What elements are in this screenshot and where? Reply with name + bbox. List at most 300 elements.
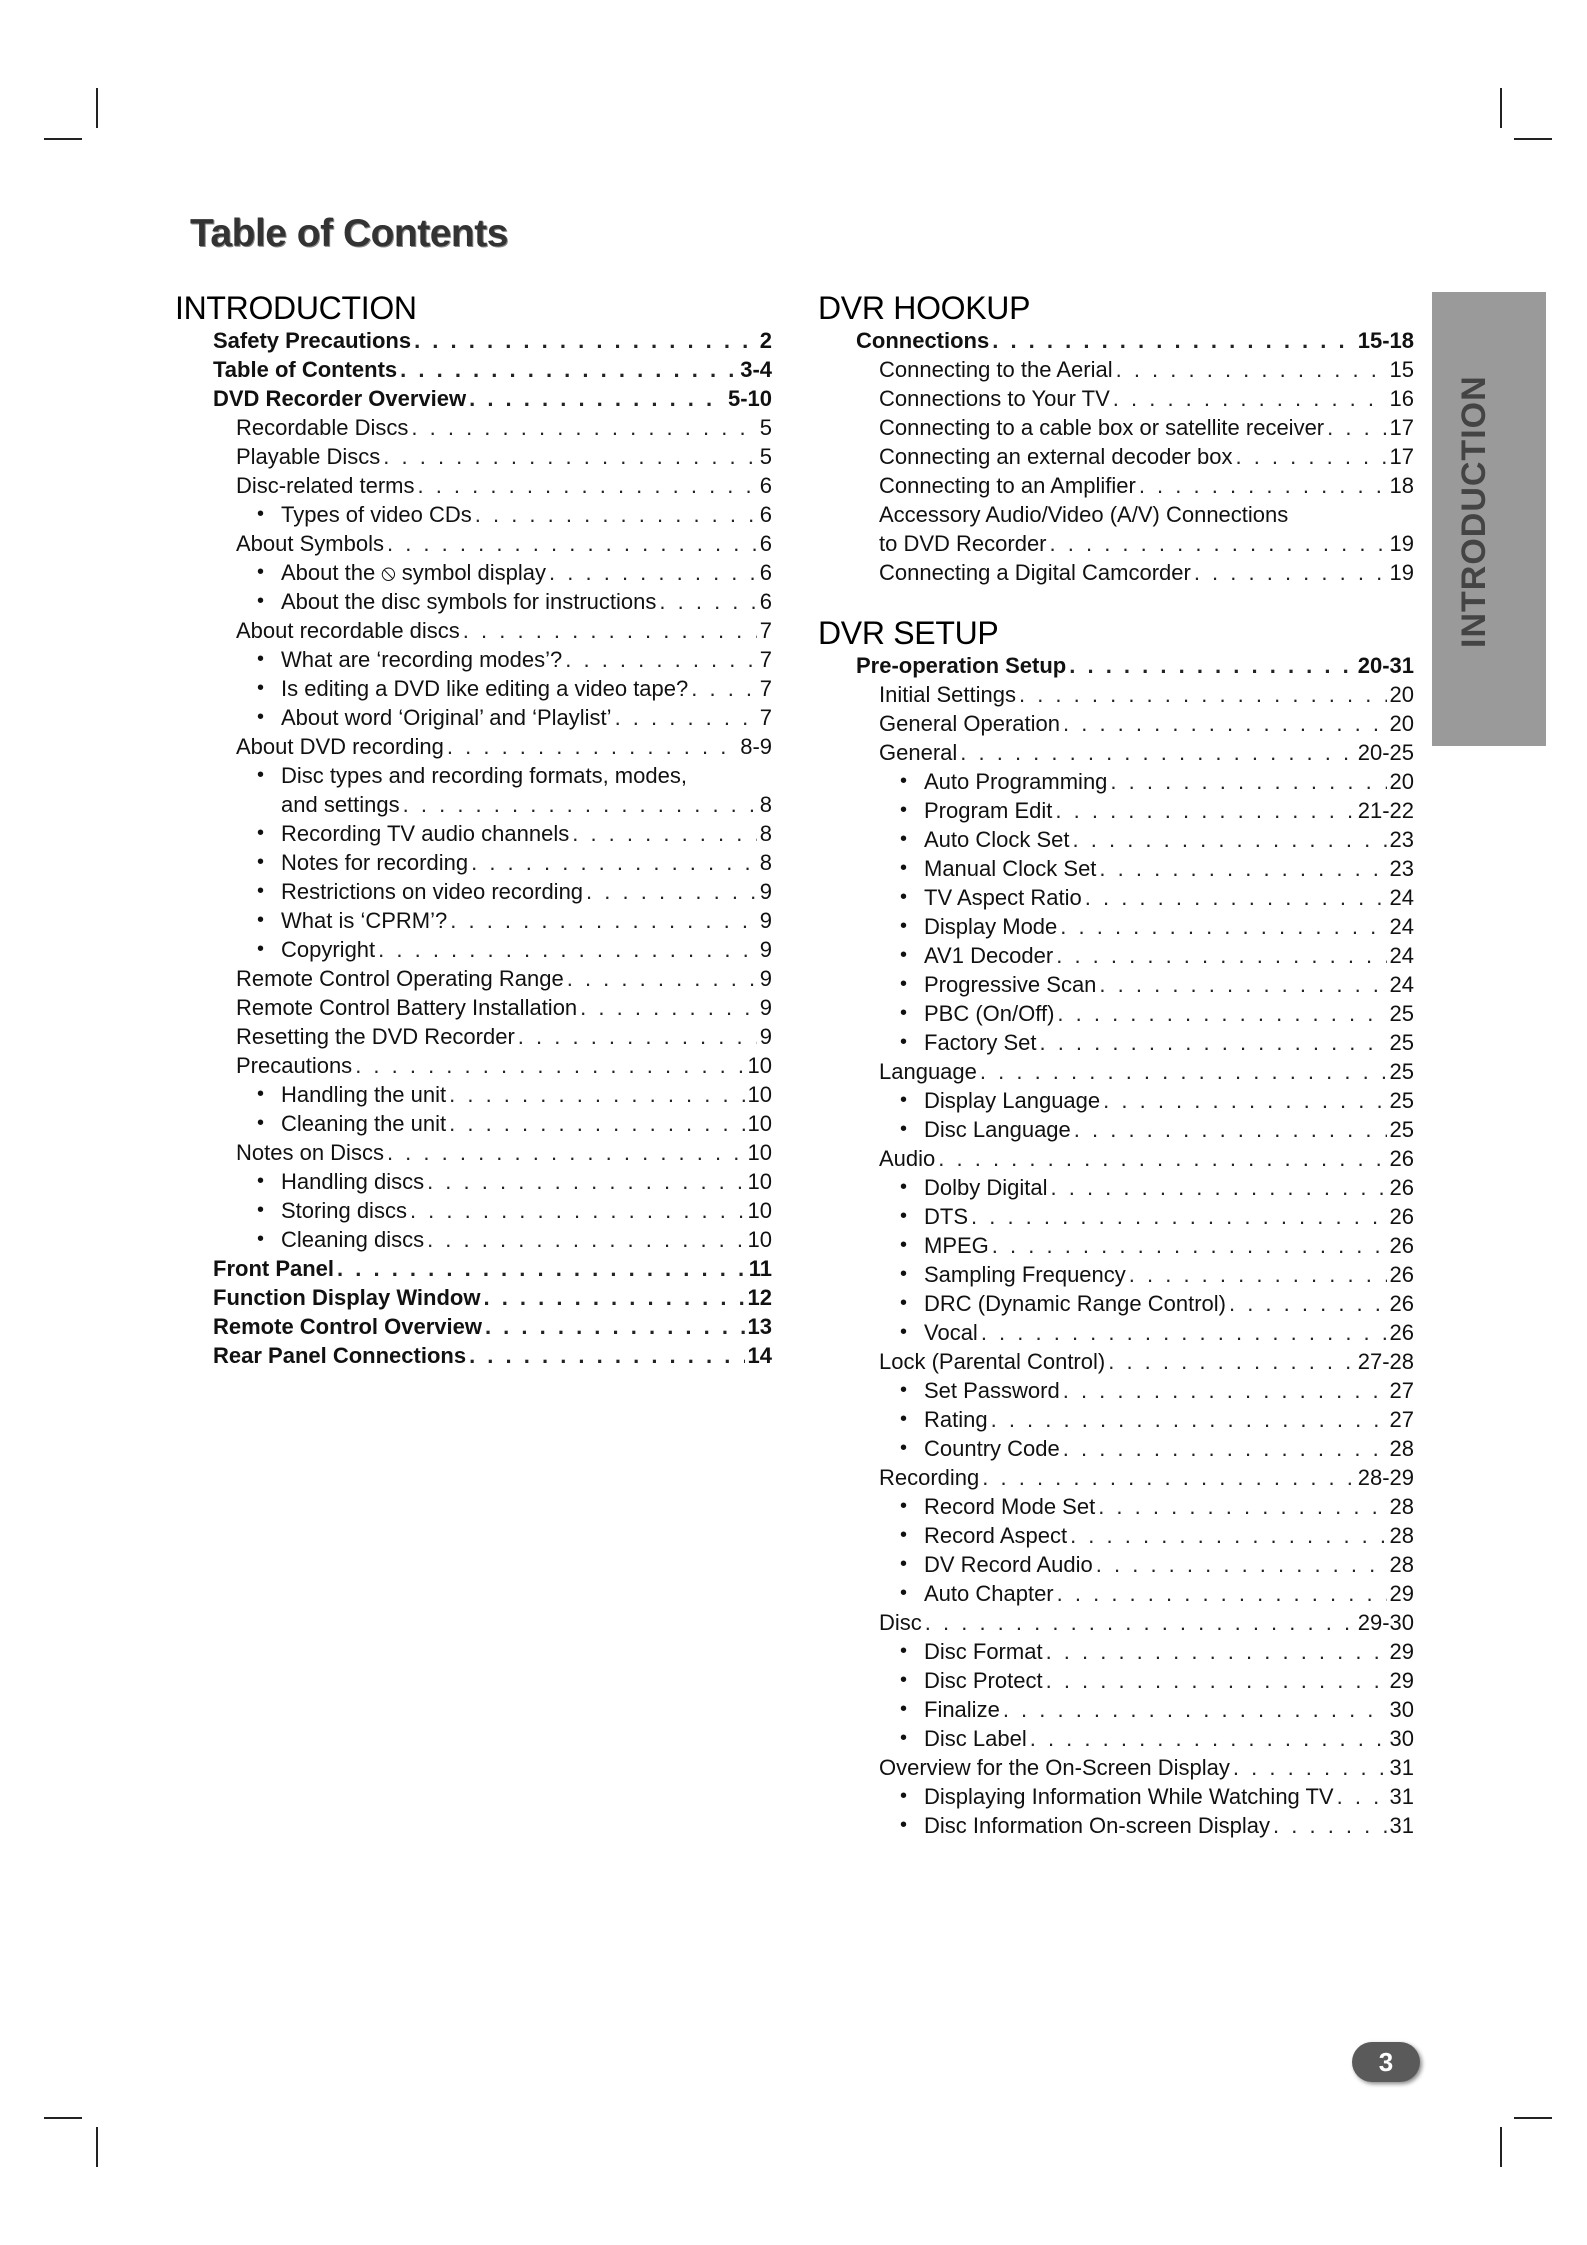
page-number-badge: 3 [1352,2042,1420,2082]
toc-entry-title: Cleaning discs [281,1227,425,1252]
page-title: Table of Contents [190,212,508,255]
dot-leader [971,1202,1387,1231]
bullet-icon: • [900,1321,908,1343]
dot-leader [565,645,757,674]
toc-entry [818,1318,1414,1347]
dot-leader [400,355,737,384]
toc-entry [818,326,1414,355]
toc-entry-title: Storing discs [281,1198,407,1223]
dot-leader [471,848,757,877]
bullet-icon: • [257,706,265,728]
toc-entry-title: Disc Information On-screen Display [924,1813,1271,1838]
toc-entry-title: Disc Label [924,1726,1027,1751]
toc-entry-title: Notes for recording [281,850,469,875]
toc-entry-title: Disc-related terms [236,473,415,498]
bullet-icon: • [900,1031,908,1053]
dot-leader [1019,680,1387,709]
dot-leader [615,703,757,732]
toc-entry-page: 26 [1389,1291,1414,1316]
bullet-icon: • [900,1263,908,1285]
dot-leader [982,1463,1354,1492]
toc-entry-page: 5-10 [727,386,772,411]
toc-entry-page: 28 [1389,1494,1414,1519]
toc-entry [175,877,772,906]
toc-entry-page: 20-25 [1357,740,1414,765]
toc-entry [818,1724,1414,1753]
crop-mark [96,2127,98,2167]
bullet-icon: • [257,561,265,583]
right-column [818,290,1414,1840]
toc-entry [818,1492,1414,1521]
dot-leader [1046,1666,1387,1695]
dot-leader [337,1254,746,1283]
bullet-icon: • [900,770,908,792]
bullet-icon: • [900,1669,908,1691]
toc-entry [175,500,772,529]
toc-entry-page: 26 [1389,1320,1414,1345]
toc-entry [818,1086,1414,1115]
toc-entry-page: 23 [1389,856,1414,881]
toc-entry-page: 30 [1389,1726,1414,1751]
toc-entry-title: About word ‘Original’ and ‘Playlist’ [281,705,612,730]
bullet-icon: • [900,1234,908,1256]
dot-leader [411,413,756,442]
dot-leader [1063,1434,1387,1463]
toc-entry-title: Record Aspect [924,1523,1068,1548]
toc-entry-title: Table of Contents [213,357,398,382]
toc-entry [818,1463,1414,1492]
dot-leader [1070,1521,1386,1550]
toc-entry-page: 8 [759,821,772,846]
toc-entry-page: 10 [747,1082,772,1107]
toc-entry-page: 7 [759,647,772,672]
dot-leader [1046,1637,1387,1666]
bullet-icon: • [900,1176,908,1198]
toc-entry-page: 25 [1389,1030,1414,1055]
toc-entry-title: Factory Set [924,1030,1037,1055]
dot-leader [355,1051,744,1080]
dot-leader [483,1283,744,1312]
toc-entry [818,1811,1414,1840]
toc-entry-page: 20-31 [1357,653,1414,678]
bullet-icon: • [900,799,908,821]
toc-entry-page: 26 [1389,1204,1414,1229]
toc-entry-title: Pre-operation Setup [856,653,1067,678]
toc-entry-page: 6 [759,589,772,614]
toc-entry [818,941,1414,970]
bullet-icon: • [900,1379,908,1401]
toc-entry-title: Display Language [924,1088,1101,1113]
toc-entry-title: Displaying Information While Watching TV [924,1784,1334,1809]
toc-entry [175,1109,772,1138]
crop-mark [1514,138,1552,140]
toc-entry-page: 15-18 [1357,328,1414,353]
toc-entry-title: Connecting an external decoder box [879,444,1233,469]
toc-entry [175,906,772,935]
bullet-icon: • [257,822,265,844]
toc-entry [818,1144,1414,1173]
toc-entry-page: 8 [759,850,772,875]
toc-entry-title: Types of video CDs [281,502,472,527]
toc-entry [175,442,772,471]
toc-entry-title: Connecting to an Amplifier [879,473,1136,498]
toc-entry [818,767,1414,796]
toc-entry [818,1434,1414,1463]
dot-leader [1129,1260,1387,1289]
toc-entry [818,1289,1414,1318]
toc-entry-page: 31 [1389,1813,1414,1838]
toc-entry-page: 23 [1389,827,1414,852]
dot-leader [1235,442,1386,471]
bullet-icon: • [900,1408,908,1430]
dot-leader [925,1608,1355,1637]
dot-leader [1085,883,1387,912]
toc-entry-page: 25 [1389,1059,1414,1084]
bullet-icon: • [257,1170,265,1192]
toc-entry-page: 30 [1389,1697,1414,1722]
dot-leader [518,1022,757,1051]
bullet-icon: • [257,1112,265,1134]
toc-entry [818,1173,1414,1202]
toc-entry [175,529,772,558]
dot-leader [1051,1173,1387,1202]
toc-entry-page: 7 [759,705,772,730]
toc-entry-page: 19 [1389,531,1414,556]
toc-entry [175,935,772,964]
toc-entry-title: Dolby Digital [924,1175,1048,1200]
toc-entry-page: 25 [1389,1117,1414,1142]
dot-leader [1030,1724,1387,1753]
toc-entry [818,970,1414,999]
toc-entry-page: 5 [759,415,772,440]
toc-entry-title: Rating [924,1407,988,1432]
toc-entry-title: General [879,740,958,765]
toc-entry-title: Country Code [924,1436,1060,1461]
toc-entry-title: About DVD recording [236,734,444,759]
toc-entry-page: 28-29 [1357,1465,1414,1490]
toc-entry [175,732,772,761]
dot-leader [980,1057,1387,1086]
dot-leader [586,877,757,906]
toc-entry-page: 25 [1389,1001,1414,1026]
toc-entry-title: Lock (Parental Control) [879,1349,1106,1374]
toc-entry-title: to DVD Recorder [879,531,1047,556]
toc-entry-title: and settings [281,792,400,817]
section-heading-introduction: INTRODUCTION [175,290,417,326]
dot-leader [449,1109,744,1138]
toc-entry-page: 24 [1389,943,1414,968]
toc-entry-title: Language [879,1059,977,1084]
dot-leader [414,326,757,355]
bullet-icon: • [900,1205,908,1227]
toc-entry-page: 9 [759,995,772,1020]
dot-leader [427,1167,744,1196]
dot-leader [1098,1492,1386,1521]
toc-entry-page: 9 [759,908,772,933]
dot-leader [1073,825,1387,854]
toc-entry-page: 8 [759,792,772,817]
toc-entry-title: Copyright [281,937,376,962]
toc-entry-page: 20 [1389,769,1414,794]
toc-entry-title: Set Password [924,1378,1060,1403]
toc-entry-title: Connecting to a cable box or satellite receiver [879,415,1325,440]
toc-entry-page: 29-30 [1357,1610,1414,1635]
crop-mark [44,2117,82,2119]
toc-entry [175,993,772,1022]
toc-entry-title: Overview for the On-Screen Display [879,1755,1230,1780]
toc-entry [818,1057,1414,1086]
bullet-icon: • [257,648,265,670]
toc-entry [175,1022,772,1051]
toc-entry-page: 8-9 [740,734,772,759]
toc-entry [818,1376,1414,1405]
toc-entry-title: Recording TV audio channels [281,821,570,846]
toc-entry-title: Recordable Discs [236,415,409,440]
toc-entry [175,1254,772,1283]
bullet-icon: • [257,1083,265,1105]
toc-entry-title: DTS [924,1204,968,1229]
dot-leader [383,442,756,471]
toc-entry [818,883,1414,912]
dot-leader [387,1138,745,1167]
crop-mark [44,138,82,140]
toc-entry [818,1260,1414,1289]
toc-entry-page: 31 [1389,1755,1414,1780]
bullet-icon: • [257,1228,265,1250]
bullet-icon: • [900,1292,908,1314]
dot-leader [1108,1347,1355,1376]
bullet-icon: • [900,1089,908,1111]
toc-entry [818,1695,1414,1724]
dot-leader [410,1196,745,1225]
dot-leader [1229,1289,1387,1318]
toc-entry [818,1202,1414,1231]
toc-entry-page: 25 [1389,1088,1414,1113]
toc-entry-page: 10 [747,1053,772,1078]
toc-entry [818,413,1414,442]
dot-leader [1039,1028,1386,1057]
dot-leader [1273,1811,1387,1840]
toc-entry-title: Handling the unit [281,1082,447,1107]
toc-entry-page: 17 [1389,415,1414,440]
dot-leader [1060,912,1386,941]
dot-leader [580,993,757,1022]
toc-entry [175,761,772,790]
bullet-icon: • [900,886,908,908]
dot-leader [447,732,737,761]
dot-leader [659,587,756,616]
toc-entry-title: Connections [856,328,990,353]
toc-entry [818,1231,1414,1260]
toc-entry-page: 15 [1389,357,1414,382]
toc-entry-title: Auto Programming [924,769,1108,794]
toc-entry [818,529,1414,558]
toc-entry-title: DV Record Audio [924,1552,1093,1577]
toc-entry-page: 27 [1389,1378,1414,1403]
toc-entry [818,471,1414,500]
dot-leader [1099,854,1386,883]
bullet-icon: • [900,1524,908,1546]
toc-entry-page: 6 [759,560,772,585]
toc-entry-title: Connections to Your TV [879,386,1110,411]
toc-entry-page: 10 [747,1169,772,1194]
toc-entry-page: 29 [1389,1668,1414,1693]
toc-entry-page: 19 [1389,560,1414,585]
toc-entry-title: What are ‘recording modes’? [281,647,563,672]
dot-leader [1069,651,1354,680]
toc-entry [818,1115,1414,1144]
toc-entry-page: 17 [1389,444,1414,469]
bullet-icon: • [257,590,265,612]
toc-entry-page: 26 [1389,1233,1414,1258]
toc-entry-title: Function Display Window [213,1285,481,1310]
dot-leader [469,1341,744,1370]
crop-mark [96,88,98,128]
dot-leader [1110,767,1386,796]
toc-entry-page: 26 [1389,1146,1414,1171]
toc-entry-title: Accessory Audio/Video (A/V) Connections [879,502,1289,527]
toc-entry-page: 11 [748,1256,772,1281]
toc-entry-page: 10 [747,1227,772,1252]
dot-leader [567,964,757,993]
toc-entry [175,587,772,616]
toc-entry-title: Record Mode Set [924,1494,1096,1519]
toc-entry [175,1138,772,1167]
bullet-icon: • [257,938,265,960]
side-tab-label: INTRODUCTION [1455,375,1493,648]
toc-entry-page: 20 [1389,682,1414,707]
dot-leader [1337,1782,1387,1811]
dot-leader [1113,384,1387,413]
toc-entry [175,413,772,442]
toc-entry [818,1579,1414,1608]
toc-entry-title: Disc [879,1610,922,1635]
toc-entry-title: Progressive Scan [924,972,1097,997]
toc-entry [175,471,772,500]
toc-entry-title: Vocal [924,1320,978,1345]
toc-entry [175,384,772,413]
toc-entry [175,964,772,993]
toc-entry-page: 2 [759,328,772,353]
dot-leader [691,674,757,703]
section-heading-dvr-hookup: DVR HOOKUP [818,290,1031,326]
toc-entry-title: Disc Format [924,1639,1043,1664]
bullet-icon: • [257,677,265,699]
dot-leader [1099,970,1386,999]
toc-entry-title: Playable Discs [236,444,381,469]
toc-entry-page: 28 [1389,1523,1414,1548]
toc-entry [818,738,1414,767]
toc-entry-title: Auto Chapter [924,1581,1054,1606]
toc-entry-title: Display Mode [924,914,1058,939]
section-heading-dvr-setup: DVR SETUP [818,615,999,651]
toc-entry-title: Notes on Discs [236,1140,384,1165]
toc-entry-title: What is ‘CPRM’? [281,908,448,933]
toc-list [818,651,1414,1840]
toc-entry-title: Safety Precautions [213,328,412,353]
toc-entry-title: Remote Control Overview [213,1314,482,1339]
toc-entry [818,384,1414,413]
toc-entry-page: 9 [759,966,772,991]
toc-entry-title: About recordable discs [236,618,460,643]
toc-list [175,326,772,1370]
toc-entry-title: Precautions [236,1053,353,1078]
toc-entry-title: About the disc symbols for instructions [281,589,657,614]
toc-entry [818,912,1414,941]
toc-entry-title: Manual Clock Set [924,856,1097,881]
dot-leader [450,906,757,935]
dot-leader [378,935,757,964]
bullet-icon: • [900,1785,908,1807]
toc-entry-page: 10 [747,1198,772,1223]
toc-entry [175,1167,772,1196]
toc-entry-page: 14 [747,1343,772,1368]
crop-mark [1500,88,1502,128]
bullet-icon: • [900,1495,908,1517]
toc-entry [818,825,1414,854]
toc-entry [175,1341,772,1370]
toc-entry-page: 28 [1389,1552,1414,1577]
toc-entry-page: 27 [1389,1407,1414,1432]
dot-leader [1056,941,1386,970]
bullet-icon: • [900,1437,908,1459]
dot-leader [1116,355,1387,384]
bullet-icon: • [900,1727,908,1749]
toc-entry-page: 10 [747,1140,772,1165]
toc-entry-title: DRC (Dynamic Range Control) [924,1291,1226,1316]
left-column [175,290,772,1370]
toc-entry [818,709,1414,738]
toc-entry [175,645,772,674]
toc-entry-page: 6 [759,502,772,527]
bullet-icon: • [900,1698,908,1720]
toc-entry-title: Disc Protect [924,1668,1043,1693]
toc-entry-page: 6 [759,531,772,556]
toc-entry [175,1080,772,1109]
toc-entry-title: AV1 Decoder [924,943,1054,968]
dot-leader [991,1405,1387,1434]
dot-leader [572,819,757,848]
toc-entry-page: 6 [759,473,772,498]
toc-entry-page: 9 [759,1024,772,1049]
dot-leader [1055,796,1354,825]
dot-leader [1194,558,1387,587]
toc-entry-page: 31 [1389,1784,1414,1809]
toc-entry-title: Sampling Frequency [924,1262,1126,1287]
toc-entry [175,848,772,877]
dot-leader [1057,1579,1387,1608]
toc-entry-title: MPEG [924,1233,989,1258]
toc-entry-page: 3-4 [740,357,772,382]
toc-entry [818,1637,1414,1666]
toc-entry-page: 26 [1389,1175,1414,1200]
bullet-icon: • [900,1814,908,1836]
bullet-icon: • [900,944,908,966]
dot-leader [1096,1550,1387,1579]
toc-entry [175,1283,772,1312]
toc-entry [175,1051,772,1080]
toc-entry-title: Program Edit [924,798,1053,823]
toc-entry-title: Initial Settings [879,682,1016,707]
dot-leader [549,558,757,587]
toc-entry [175,1312,772,1341]
dot-leader [1074,1115,1387,1144]
toc-entry [175,616,772,645]
dot-leader [960,738,1354,767]
bullet-icon: • [900,1118,908,1140]
toc-entry [818,1405,1414,1434]
bullet-icon: • [900,1002,908,1024]
